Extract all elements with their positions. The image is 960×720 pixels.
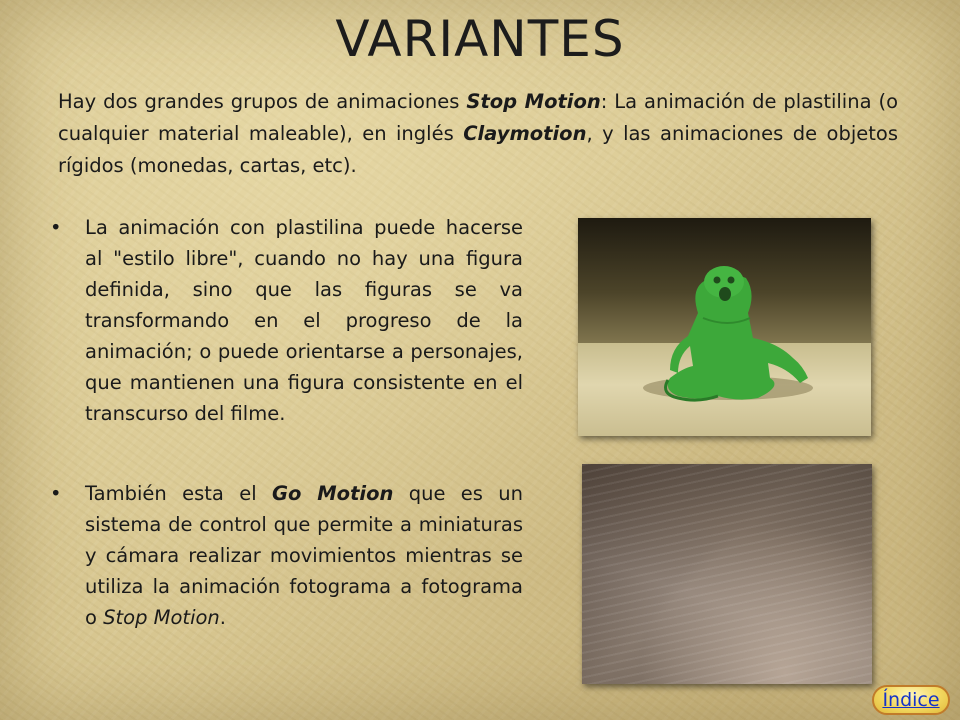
- intro-text-3: , y las animaciones de objetos rígidos (monedas, cartas, etc).: [58, 122, 898, 177]
- wooden-surface-photo: [582, 464, 872, 684]
- bullet-text: [85, 478, 523, 633]
- intro-term-stop-motion: Stop Motion: [466, 90, 601, 113]
- intro-term-claymotion: Claymotion: [463, 122, 587, 145]
- intro-text-2: : La animación de plastilina (o cualquier material maleable), en inglés: [58, 90, 899, 145]
- bullet-item-go-motion: [50, 478, 523, 633]
- bullet-text-1: También esta el: [85, 482, 272, 505]
- clay-figure-photo: [578, 218, 871, 436]
- intro-paragraph: [58, 86, 898, 182]
- intro-text-1: Hay dos grandes grupos de animaciones: [58, 90, 467, 113]
- green-clay-figure: [578, 218, 871, 436]
- bullet-text: La animación con plastilina puede hacerse al "estilo libre", cuando no hay una figura definida, sino que las figuras se va transformando en el progreso de la animación; o puede orientarse a personajes, que mantienen una figura consistente en el transcurso del filme.: [85, 216, 523, 425]
- bullet-marker: •: [50, 216, 62, 239]
- wood-grain-texture: [582, 464, 872, 684]
- index-link-button[interactable]: Índice: [872, 685, 950, 715]
- bullet-text-2: que es un sistema de control que permite a miniaturas y cámara realizar movimientos mientras se utiliza la animación fotograma a fotograma o: [85, 482, 523, 629]
- slide-title: VARIANTES: [335, 10, 625, 68]
- bullet-item-plastilina: [50, 212, 523, 429]
- bullet-term-go-motion: Go Motion: [271, 482, 394, 505]
- bullet-term-stop-motion: Stop Motion: [103, 606, 220, 629]
- bullet-text-3: .: [219, 606, 226, 629]
- bullet-marker: •: [50, 482, 62, 505]
